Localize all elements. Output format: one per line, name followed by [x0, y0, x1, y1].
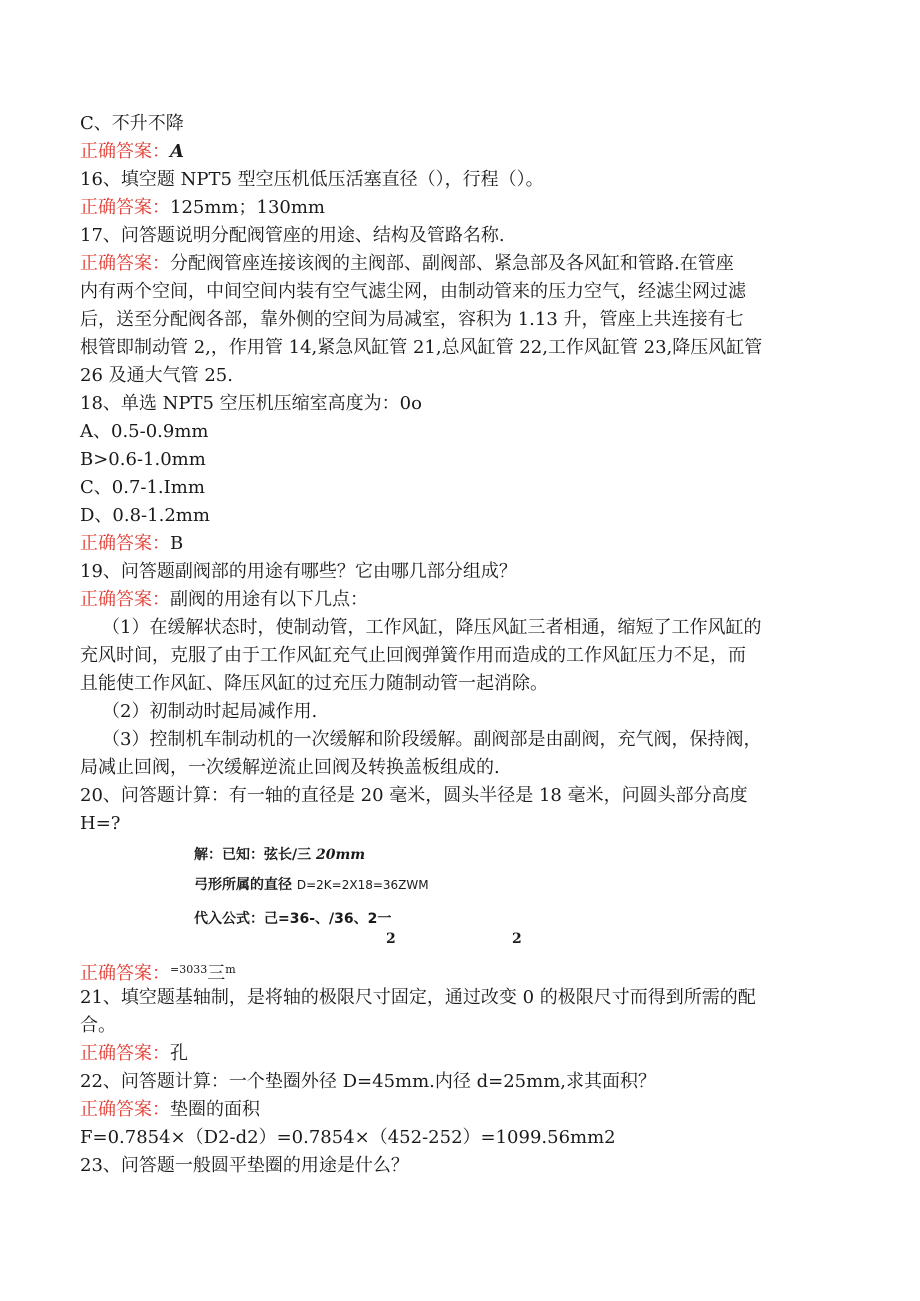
formula-denominator: 2: [512, 931, 522, 947]
answer-line: [80, 588, 840, 612]
answer-label: 正确答案：: [80, 589, 170, 610]
answer-value: 副阀的用途有以下几点：: [170, 589, 368, 610]
answer-value: 垫圈的面积: [170, 1099, 260, 1120]
answer-label: 正确答案：: [80, 533, 170, 554]
answer-label: 正确答案：: [80, 963, 170, 984]
answer-value: 125mm；130mm: [170, 197, 325, 218]
answer-text: 且能使工作风缸、降压风缸的过充压力随制动管一起消除。: [80, 673, 548, 694]
answer-value: B: [170, 533, 184, 554]
option-line: B>0.6-1.0mm: [80, 449, 206, 470]
question-19: 19、问答题副阀部的用途有哪些？它由哪几部分组成？: [80, 561, 517, 582]
answer-value: =3033: [170, 963, 208, 976]
answer-label: 正确答案：: [80, 1043, 170, 1064]
answer-line: [80, 140, 840, 164]
answer-line: [80, 532, 840, 556]
formula-line-3: 代入公式：己=36-、/36、2一: [194, 911, 392, 927]
answer-text: 26 及通大气管 25.: [80, 365, 233, 386]
answer-label: 正确答案：: [80, 197, 170, 218]
formula-line-2: 弓形所属的直径 D=2K=2X18=36ZWM: [194, 877, 429, 893]
question-18: 18、单选 NPT5 空压机压缩室高度为：0o: [80, 393, 422, 414]
answer-line: [80, 252, 840, 276]
answer-label: 正确答案：: [80, 1099, 170, 1120]
answer-text: F=0.7854×（D2-d2）=0.7854×（452-252）=1099.56mm2: [80, 1127, 616, 1148]
question-17: 17、问答题说明分配阀管座的用途、结构及管路名称.: [80, 225, 505, 246]
answer-value: 三: [207, 963, 226, 984]
question-16: 16、填空题 NPT5 型空压机低压活塞直径（），行程（）。: [80, 169, 544, 190]
option-line: C、不升不降: [80, 113, 184, 134]
question-21: 21、填空题基轴制，是将轴的极限尺寸固定，通过改变 0 的极限尺寸而得到所需的配: [80, 987, 756, 1008]
answer-text: 局减止回阀，一次缓解逆流止回阀及转换盖板组成的.: [80, 757, 500, 778]
answer-value: A: [170, 141, 184, 162]
answer-text: 充风时间，克服了由于工作风缸充气止回阀弹簧作用而造成的工作风缸压力不足，而: [80, 645, 746, 666]
answer-label: 正确答案：: [80, 253, 170, 274]
answer-text: （1）在缓解状态时，使制动管，工作风缸，降压风缸三者相通，缩短了工作风缸的: [102, 617, 762, 638]
question-22: 22、问答题计算：一个垫圈外径 D=45mm.内径 d=25mm,求其面积？: [80, 1071, 656, 1092]
answer-line: [80, 1042, 840, 1066]
answer-text: （2）初制动时起局减作用.: [102, 701, 318, 722]
answer-text: （3）控制机车制动机的一次缓解和阶段缓解。副阀部是由副阀，充气阀，保持阀，: [102, 729, 762, 750]
formula-line-1: 解：已知：弦长/三 20mm: [194, 847, 366, 863]
answer-line: [80, 958, 840, 986]
option-line: D、0.8-1.2mm: [80, 505, 210, 526]
question-23: 23、问答题一般圆平垫圈的用途是什么？: [80, 1155, 409, 1176]
answer-text: 后，送至分配阀各部，靠外侧的空间为局减室，容积为 1.13 升，管座上共连接有七: [80, 309, 744, 330]
answer-text: 根管即制动管 2,，作用管 14,紧急风缸管 21,总风缸管 22,工作风缸管 23,降压风缸管: [80, 337, 763, 358]
answer-line: [80, 196, 840, 220]
answer-unit: m: [225, 963, 236, 976]
answer-text: 内有两个空间，中间空间内装有空气滤尘网，由制动管来的压力空气，经滤尘网过滤: [80, 281, 746, 302]
option-line: C、0.7-1.Imm: [80, 477, 205, 498]
question-20: 20、问答题计算：有一轴的直径是 20 毫米，圆头半径是 18 毫米，问圆头部分高度: [80, 785, 748, 806]
answer-label: 正确答案：: [80, 141, 170, 162]
question-21-cont: 合。: [80, 1015, 116, 1036]
formula-denominator: 2: [386, 931, 396, 947]
answer-line: [80, 1098, 840, 1122]
answer-value: 分配阀管座连接该阀的主阀部、副阀部、紧急部及各风缸和管路.在管座: [170, 253, 734, 274]
option-line: A、0.5-0.9mm: [80, 421, 209, 442]
answer-value: 孔: [170, 1043, 188, 1064]
question-20-cont: H=?: [80, 813, 121, 834]
